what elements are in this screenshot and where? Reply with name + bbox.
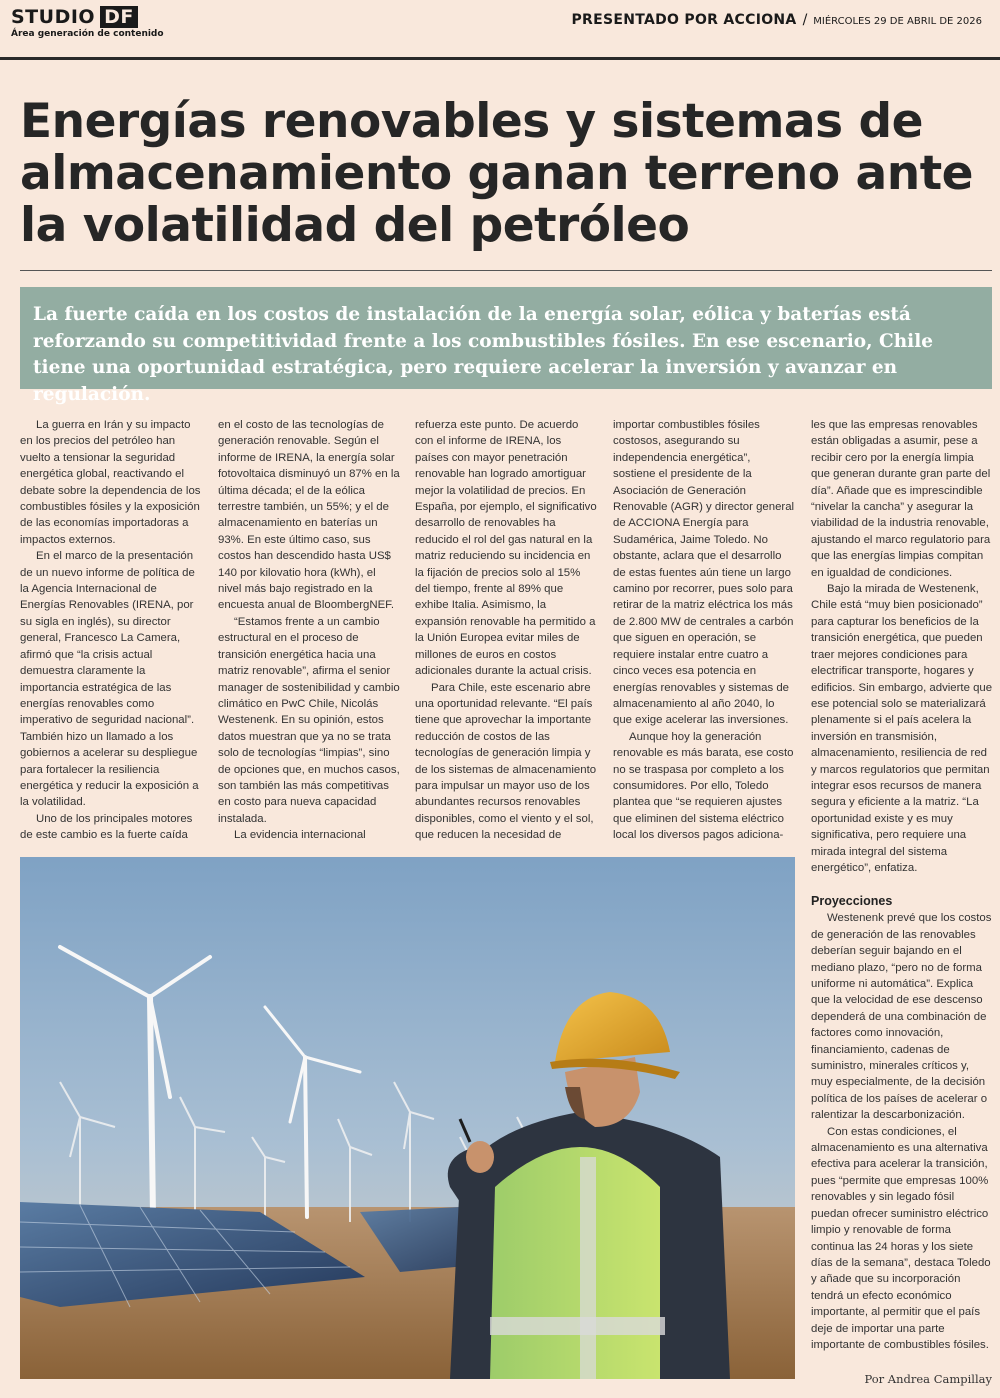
paragraph: La guerra en Irán y su impacto en los precios del petróleo han vuelto a tensionar la seguridad energética global, reactivando el debate sobre la dependencia de los combustibles fósiles y la exposición de las economías importadoras a impactos externos. (20, 419, 201, 546)
page-header (0, 0, 1000, 58)
paragraph: La evidencia internacional (234, 829, 366, 842)
paragraph: Aunque hoy la generación renovable es más barata, ese costo no se traspasa por completo a los consumidores. Por ello, Toledo plantea que “se requieren ajustes que eliminen del sistema eléctrico local los diversos pagos adiciona- (613, 730, 794, 842)
paragraph: importar combustibles fósiles costosos, asegurando su independencia energética”, sostiene el presidente de la Asociación de Generación Renovable (AGR) y director general de ACCIONA Energía para Sudamérica, Jaime Toledo. No obstante, aclara que el desarrollo de estas fuentes aún tiene un largo camino por recorrer, pues solo para retirar de la matriz eléctrica los más de 2.800 MW de centrales a carbón que siguen en operación, se requiere instalar entre cuatro a cinco veces esa potencia en energías renovables y sistemas de almacenamiento al año 2040, lo que exige acelerar las inversiones. (613, 419, 795, 727)
header-rule (0, 57, 1000, 60)
paragraph: Con estas condiciones, el almacenamiento es una alternativa efectiva para acelerar la transición, pues “permite que empresas 100% renovables y sin legado fósil puedan ofrecer suministro eléctrico limpio y renovable de forma continua las 24 horas y los siete días de la semana”, destaca Toledo y añade que su incorporación tendrá un efecto económico importante, al permitir que el país deje de importar una parte importante de combustibles fósiles. (811, 1125, 991, 1351)
worker-wind-solar-photo (20, 857, 795, 1379)
subhead-proyecciones: Proyecciones (811, 894, 893, 909)
column-1 (20, 417, 202, 844)
logo-subtitle: Área generación de contenido (11, 29, 164, 39)
paragraph: Bajo la mirada de Westenenk, Chile está “muy bien posicionado” para capturar los beneficios de la transición energética, que pueden traer mejores condiciones para electrificar transporte, hogares y edificios. Sin embargo, advierte que ese potencial solo se materializará plenamente si el país acelera la inversión en transmisión, almacenamiento, resiliencia de red y marcos regulatorios que permitan integrar esos recursos de manera segura y eficiente a la matriz. “La oportunidad existe y es muy significativa, pero requiere una mirada integral del sistema energético”, enfatiza. (811, 583, 993, 874)
publication-date: MIÉRCOLES 29 DE ABRIL DE 2026 (813, 16, 982, 27)
paragraph: “Estamos frente a un cambio estructural en el proceso de transición energética hacia una matriz renovable”, afirma el senior manager de sostenibilidad y cambio climático en PwC Chile, Nicolás Westenenk. En su opinión, estos datos muestran que ya no se trata solo de tecnologías “limpias”, sino de opciones que, en muchos casos, son también las más competitivas en costo para nueva capacidad instalada. (218, 615, 400, 825)
paragraph: Uno de los principales motores de este cambio es la fuerte caída (20, 812, 193, 842)
logo-text: STUDIO (11, 6, 96, 28)
presented-by: PRESENTADO POR ACCIONA (571, 12, 797, 28)
header-separator: / (802, 12, 808, 28)
paragraph: refuerza este punto. De acuerdo con el informe de IRENA, los países con mayor penetración renovable han logrado amortiguar mejor la volatilidad de precios. En España, por ejemplo, el significativo desarrollo de renovables ha reducido el rol del gas natural en la matriz reduciendo su incidencia en la fijación de precios solo al 15% del tiempo, frente al 89% que exhibe Italia. Asimismo, la expansión renovable ha permitido a la Unión Europea evitar miles de millones de euros en costos adicionales durante la actual crisis. (415, 419, 597, 678)
article-title: Energías renovables y sistemas de almacenamiento ganan terreno ante la volatilidad del petróleo (20, 94, 974, 253)
paragraph: En el marco de la presentación de un nuevo informe de política de la Agencia Internacional de Energías Renovables (IRENA, por su sigla en inglés), su director general, Francesco La Camera, afirmó que “la crisis actual demuestra claramente la importancia estratégica de las energías renovables como imperativo de seguridad nacional”. También hizo un llamado a los gobiernos a acelerar su despliegue para fortalecer la resiliencia energética y reducir la exposición a la volatilidad. (20, 550, 199, 809)
paragraph: en el costo de las tecnologías de generación renovable. Según el informe de IRENA, la energía solar fotovoltaica disminuyó un 87% en la última década; el de la eólica terrestre también, un 55%; y el de almacenamiento en baterías un 93%. En este último caso, sus costos han descendido hasta US$ 140 por kilovatio hora (kWh), el nivel más bajo registrado en la encuesta anual de BloombergNEF. (218, 419, 400, 612)
lead-text: La fuerte caída en los costos de instalación de la energía solar, eólica y baterías está reforzando su competitividad frente a los combustibles fósiles. En ese escenario, Chile tiene una oportunidad estratégica, pero requiere acelerar la inversión y avanzar en regulación. (33, 304, 933, 405)
lead-box (20, 287, 992, 405)
paragraph: Westenenk prevé que los costos de generación de las renovables deberían seguir bajando en el mediano plazo, “pero no de forma uniforme ni automática”. Explica que la velocidad de ese descenso dependerá de una combinación de factores como innovación, financiamiento, cadenas de suministro, minerales críticos y, muy especialmente, de la decisión política de los países de acelerar o ralentizar la descarbonización. (811, 912, 992, 1122)
logo-box: DF (100, 6, 138, 28)
column-3 (415, 417, 597, 844)
header-meta (571, 12, 982, 28)
title-rule (20, 270, 992, 271)
paragraph: Para Chile, este escenario abre una oportunidad relevante. “El país tiene que aprovechar la importante reducción de costos de las tecnologías de generación limpia y de los sistemas de almacenamiento para impulsar un mayor uso de los abundantes recursos renovables disponibles, como el viento y el sol, que reducen la necesidad de (415, 681, 597, 842)
column-4 (613, 417, 795, 844)
byline: Por Andrea Campillay (864, 1372, 992, 1386)
paragraph: les que las empresas renovables están obligadas a asumir, pese a recibir cero por la energía limpia que generan durante gran parte del día”. Añade que es imprescindible “nivelar la cancha” y asegurar la viabilidad de la industria renovable, ajustando el marco regulatorio para que las energías limpias compitan en igualdad de condiciones. (811, 419, 991, 579)
column-2 (218, 417, 400, 844)
studio-df-logo (11, 6, 164, 39)
column-5 (811, 417, 993, 1353)
